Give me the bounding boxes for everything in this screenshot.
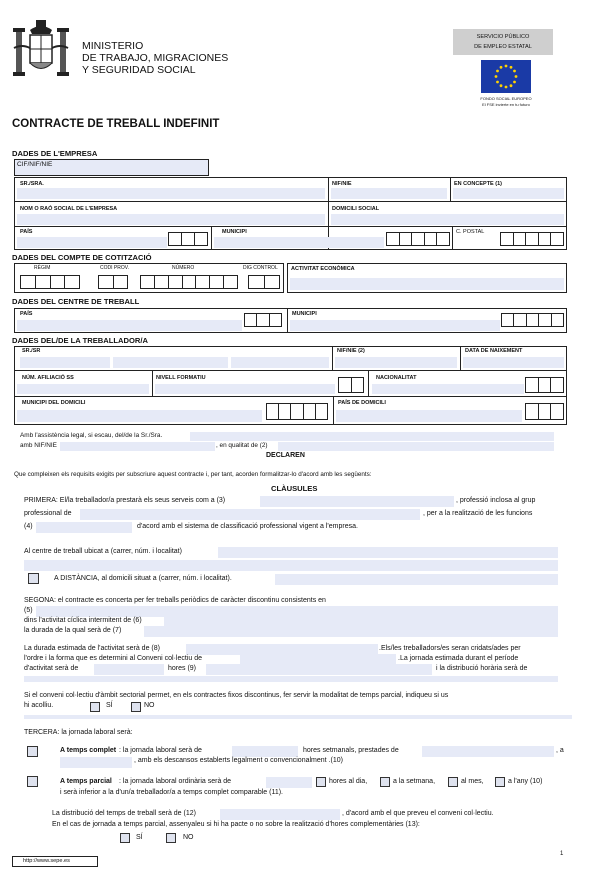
nivell-formatiu-cells[interactable]	[338, 377, 364, 393]
assistencia-nif-text: amb NIF/NIE	[20, 442, 57, 449]
temps-parcial-si-checkbox[interactable]	[90, 702, 100, 712]
segona-text-4: la durada de la qual serà de (7)	[24, 627, 122, 634]
sr-sra-field[interactable]	[17, 188, 325, 199]
centre-municipi-field[interactable]	[290, 320, 500, 331]
temps-parcial-text-1c: a la setmana,	[393, 778, 436, 785]
activitat-label: ACTIVITAT ECONÒMICA	[291, 266, 355, 272]
conveni-text-2: hi acolliu.	[24, 702, 54, 709]
prestades-de-field[interactable]	[422, 746, 554, 757]
treballador-nif-field[interactable]	[335, 357, 457, 368]
treballador-sr-label: SR./SR	[22, 348, 41, 354]
temps-complet-text-1: : la jornada laboral serà de	[119, 747, 202, 754]
treballador-cognom1-field[interactable]	[113, 357, 228, 368]
setmana-checkbox[interactable]	[380, 777, 390, 787]
nacionalitat-field[interactable]	[372, 384, 524, 394]
durada-text-3b: hores (9)	[168, 665, 197, 672]
any-checkbox[interactable]	[495, 777, 505, 787]
ministry-line3: Y SEGURIDAD SOCIAL	[82, 64, 196, 76]
distancia-text: A DISTÀNCIA, al domicili situat a (carrer, núm. i localitat).	[54, 575, 232, 582]
durada-text-1: La durada estimada de l'activitat serà de (8)	[24, 645, 160, 652]
ministry-name	[82, 40, 228, 76]
page-number: 1	[560, 851, 564, 857]
hores-dia-checkbox[interactable]	[316, 777, 326, 787]
centre-ubicat-text: Al centre de treball ubicat a (carrer, núm. i localitat)	[24, 548, 182, 555]
sepe-logo: SERVICIO PÚBLICO DE EMPLEO ESTATAL	[453, 29, 553, 55]
temps-parcial-text-1d: al mes,	[461, 778, 484, 785]
pais-domicili-cells[interactable]	[525, 403, 564, 420]
afiliacio-field[interactable]	[17, 384, 149, 394]
regim-cells[interactable]	[20, 275, 80, 289]
nacionalitat-cells[interactable]	[525, 377, 564, 393]
regim-label: RÈGIM	[34, 265, 51, 271]
durada-text-3: d'activitat serà de	[24, 665, 79, 672]
dig-control-cells[interactable]	[248, 275, 280, 289]
empresa-municipi-label: MUNICIPI	[222, 229, 247, 235]
segona-text-1: SEGONA: el contracte es concerta per fer treballs periòdics de caràcter discontinu consistents en	[24, 597, 326, 604]
declaren-heading: DECLAREN	[266, 452, 305, 459]
distribucio-temps-field[interactable]	[220, 809, 340, 820]
primera-text-2: professional de	[24, 510, 72, 517]
empresa-municipi-field[interactable]	[214, 237, 384, 248]
municipi-domicili-cells[interactable]	[266, 403, 328, 420]
pais-domicili-field[interactable]	[336, 410, 522, 422]
segona-text-3: dins l'activitat cíclica intermitent de (6)	[24, 617, 142, 624]
temps-parcial-text-1e: a l'any (10)	[508, 778, 543, 785]
temps-complet-text-2: , amb els descansos establerts legalment o convencionalment .(10)	[134, 757, 343, 764]
temps-parcial-text-2: i serà inferior a la d'un/a treballador/a a temps complet comparable (11).	[60, 789, 283, 796]
hores-dia-field[interactable]	[266, 777, 312, 788]
primera-text-2b: , per a la realització de les funcions	[423, 510, 533, 517]
temps-parcial-text-1: : la jornada laboral ordinària serà de	[119, 778, 232, 785]
section-heading-cotitzacio: DADES DEL COMPTE DE COTITZACIÓ	[12, 253, 152, 262]
nom-empresa-field[interactable]	[17, 214, 325, 225]
distancia-field[interactable]	[275, 574, 558, 585]
nivell-formatiu-field[interactable]	[155, 384, 335, 394]
ministry-line1: MINISTERIO	[82, 40, 144, 52]
section-heading-centre: DADES DEL CENTRE DE TREBALL	[12, 297, 140, 306]
empresa-pais-label: PAÍS	[20, 229, 33, 235]
municipi-domicili-label: MUNICIPI DEL DOMICILI	[22, 400, 86, 406]
clausules-heading: CLÀUSULES	[271, 484, 318, 493]
treballador-nif-label: NIF/NIE (2)	[337, 348, 365, 354]
sr-sra-label: SR./SRA.	[20, 181, 44, 187]
spain-coat-of-arms-logo	[10, 18, 72, 86]
treballador-nom-field[interactable]	[20, 357, 110, 368]
afiliacio-label: NÚM. AFILIACIÓ SS	[22, 375, 74, 381]
nivell-formatiu-label: NIVELL FORMATIU	[156, 375, 206, 381]
jornada-hores-field[interactable]	[94, 664, 164, 675]
primera-text-1b: , professió inclosa al grup	[456, 497, 536, 504]
centre-pais-label: PAÍS	[20, 311, 33, 317]
centre-municipi-label: MUNICIPI	[292, 311, 317, 317]
dig-control-label: DIG CONTROL	[243, 265, 278, 271]
centre-pais-code-cells[interactable]	[244, 313, 282, 327]
numero-cells[interactable]	[140, 275, 238, 289]
eu-flag-icon	[481, 60, 531, 93]
contract-title: CONTRACTE DE TREBALL INDEFINIT	[12, 118, 220, 130]
hores-complementaries-no-label: NO	[183, 834, 194, 841]
temps-complet-text-1c: , a	[556, 747, 564, 754]
temps-complet-text-1b: hores setmanals, prestades de	[303, 747, 399, 754]
primera-grup-field[interactable]	[80, 509, 420, 520]
prestades-a-field[interactable]	[60, 757, 132, 768]
conveni-extra-field[interactable]	[24, 715, 572, 719]
empresa-nif-label: NIF/NIE	[332, 181, 352, 187]
distribucio-text-1: La distribució del temps de treball serà de (12)	[52, 810, 196, 817]
ministry-line2: DE TRABAJO, MIGRACIONES	[82, 52, 229, 64]
centre-ubicat-field-2[interactable]	[24, 560, 558, 571]
durada-text-1b: .Els/les treballadors/es seran cridats/ades per	[379, 645, 521, 652]
primera-funcions-field[interactable]	[36, 522, 132, 533]
nom-empresa-label: NOM O RAÓ SOCIAL DE L'EMPRESA	[20, 206, 118, 212]
segona-text-2: (5)	[24, 607, 33, 614]
primera-servei-field[interactable]	[260, 496, 454, 507]
centre-pais-field[interactable]	[17, 320, 242, 331]
durada-text-2: l'ordre i la forma que es determini al Conveni col·lectiu de	[24, 655, 202, 662]
temps-parcial-no-checkbox[interactable]	[131, 702, 141, 712]
temps-parcial-no-label: NO	[144, 702, 155, 709]
conveni-text-1: Si el conveni col·lectiu d'àmbit sectorial permet, en els contractes fixos discontinus, fer servir la modalitat de temps parcial, indiqueu si us	[24, 692, 449, 699]
empresa-pais-code-cells[interactable]	[168, 232, 208, 246]
en-qualitat-field[interactable]	[278, 442, 554, 451]
temps-complet-bold: A temps complet	[60, 747, 117, 754]
codi-prov-label: CODI PROV.	[100, 265, 129, 271]
temps-complet-checkbox[interactable]	[27, 746, 38, 757]
assistencia-nif-field[interactable]	[60, 442, 215, 451]
section-heading-empresa: DADES DE L'EMPRESA	[12, 149, 98, 158]
distribucio-text-1b: , d'acord amb el que preveu el conveni col·lectiu.	[342, 810, 494, 817]
mes-checkbox[interactable]	[448, 777, 458, 787]
hores-complementaries-no-checkbox[interactable]	[166, 833, 176, 843]
nacionalitat-label: NACIONALITAT	[376, 375, 417, 381]
centre-municipi-code-cells[interactable]	[501, 313, 564, 327]
temps-parcial-checkbox[interactable]	[27, 776, 38, 787]
section-heading-treballador: DADES DEL/DE LA TREBALLADOR/A	[12, 336, 148, 345]
treballador-cognom2-field[interactable]	[231, 357, 329, 368]
requisits-text: Que compleixen els requisits exigits per subscriure aquest contracte i, per tant, acorden formalitzar-lo d'acord amb les següents:	[14, 471, 372, 478]
distribucio-text-2: En el cas de jornada a temps parcial, assenyaleu si hi ha pacte o no sobre la realització d'hores complementàries (13):	[52, 821, 420, 828]
primera-text-3: (4)	[24, 523, 33, 530]
domicili-social-field[interactable]	[331, 214, 564, 225]
hores-complementaries-si-checkbox[interactable]	[120, 833, 130, 843]
distribucio-horaria-field[interactable]	[24, 676, 558, 682]
durada-text-2b: .La jornada estimada durant el període	[398, 655, 519, 662]
hores-complementaries-si-label: SÍ	[136, 834, 143, 841]
codi-prov-cells[interactable]	[98, 275, 128, 289]
centre-ubicat-field[interactable]	[218, 547, 558, 558]
cpostal-cells[interactable]	[500, 232, 564, 246]
footer-url-link[interactable]	[12, 856, 98, 867]
cpostal-label: C. POSTAL	[456, 229, 485, 235]
distancia-checkbox[interactable]	[28, 573, 39, 584]
numero-label: NÚMERO	[172, 265, 195, 271]
temps-parcial-si-label: SÍ	[106, 702, 113, 709]
cif-label: CIF/NIF/NIE	[17, 161, 53, 168]
en-qualitat-text: , en qualitat de (2)	[216, 442, 268, 449]
activitat-field[interactable]	[290, 278, 564, 290]
segona-durada-field[interactable]	[144, 626, 558, 637]
empresa-nif-field[interactable]	[331, 188, 447, 199]
primera-text-1: PRIMERA: El/la treballador/a prestarà els seus serveis com a (3)	[24, 497, 226, 504]
assistencia-text: Amb l'assistència legal, si escau, del/de la Sr./Sra.	[20, 432, 163, 439]
primera-text-3b: d'acord amb el sistema de classificació professional vigent a l'empresa.	[137, 523, 358, 530]
empresa-pais-field[interactable]	[17, 237, 167, 248]
eu-fund-text: FONDO SOCIAL EUROPEO El FSE invierte en tu futuro	[480, 96, 532, 107]
jornada-extra-field[interactable]	[206, 664, 432, 675]
municipi-domicili-field[interactable]	[17, 410, 262, 422]
assistencia-field[interactable]	[190, 432, 554, 441]
pais-domicili-label: PAÍS DE DOMICILI	[338, 400, 386, 406]
empresa-municipi-code-cells[interactable]	[386, 232, 450, 246]
en-concepte-field[interactable]	[453, 188, 564, 199]
temps-parcial-text-1b: hores al dia,	[329, 778, 368, 785]
domicili-social-label: DOMICILI SOCIAL	[332, 206, 380, 212]
en-concepte-label: EN CONCEPTE (1)	[454, 181, 502, 187]
tercera-text: TERCERA: la jornada laboral serà:	[24, 729, 133, 736]
footer-url-text: http://www.sepe.es	[23, 858, 70, 864]
hores-setmanals-field[interactable]	[232, 746, 298, 757]
temps-parcial-bold: A temps parcial	[60, 778, 112, 785]
naixement-label: DATA DE NAIXEMENT	[465, 348, 523, 354]
naixement-field[interactable]	[463, 357, 564, 368]
durada-text-3c: i la distribució horària serà de	[436, 665, 528, 672]
